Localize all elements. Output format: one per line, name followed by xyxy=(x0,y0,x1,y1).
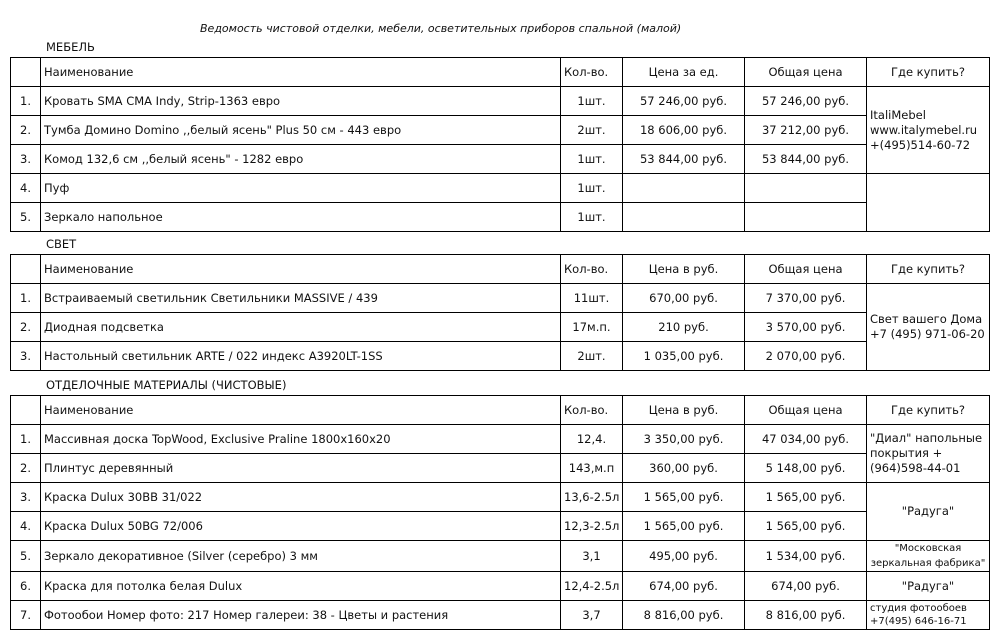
row-total: 1 565,00 руб. xyxy=(745,512,867,541)
header-qty: Кол-во. xyxy=(561,255,623,284)
row-price: 360,00 руб. xyxy=(623,454,745,483)
row-where: "Радуга" xyxy=(867,483,990,541)
row-num: 3. xyxy=(11,483,41,512)
row-qty: 11шт. xyxy=(561,284,623,313)
row-qty: 2шт. xyxy=(561,342,623,371)
header-price: Цена в руб. xyxy=(623,396,745,425)
header-price: Цена в руб. xyxy=(623,255,745,284)
row-price: 674,00 руб. xyxy=(623,572,745,601)
header-qty: Кол-во. xyxy=(561,58,623,87)
row-total: 5 148,00 руб. xyxy=(745,454,867,483)
row-total: 57 246,00 руб. xyxy=(745,87,867,116)
row-price xyxy=(623,174,745,203)
table-row xyxy=(11,116,990,145)
row-where: "Радуга" xyxy=(867,572,990,601)
table-row xyxy=(11,425,990,454)
row-total: 1 565,00 руб. xyxy=(745,483,867,512)
header-qty: Кол-во. xyxy=(561,396,623,425)
row-qty: 1шт. xyxy=(561,174,623,203)
table-row xyxy=(11,87,990,116)
row-total: 674,00 руб. xyxy=(745,572,867,601)
row-name: Краска Dulux 30BB 31/022 xyxy=(41,483,561,512)
row-name: Массивная доска TopWood, Exclusive Praline 1800х160х20 xyxy=(41,425,561,454)
row-where: ItaliMebel www.italymebel.ru +(495)514-60-72 xyxy=(867,87,990,174)
row-name: Встраиваемый светильник Светильники MASSIVE / 439 xyxy=(41,284,561,313)
row-qty: 2шт. xyxy=(561,116,623,145)
row-price: 1 565,00 руб. xyxy=(623,512,745,541)
row-num: 3. xyxy=(11,342,41,371)
row-qty: 3,7 xyxy=(561,601,623,630)
row-name: Диодная подсветка xyxy=(41,313,561,342)
table-row xyxy=(11,342,990,371)
row-price: 3 350,00 руб. xyxy=(623,425,745,454)
section-title-materials: ОТДЕЛОЧНЫЕ МАТЕРИАЛЫ (ЧИСТОВЫЕ) xyxy=(46,378,287,392)
row-name: Кровать SMA CMA Indy, Strip-1363 евро xyxy=(41,87,561,116)
furniture-table xyxy=(10,57,990,232)
table-row xyxy=(11,512,990,541)
row-name: Настольный светильник ARTE / 022 индекс A3920LT-1SS xyxy=(41,342,561,371)
row-price: 210 руб. xyxy=(623,313,745,342)
document-title: Ведомость чистовой отделки, мебели, осветительных приборов спальной (малой) xyxy=(200,22,682,35)
row-name: Зеркало декоративное (Silver (серебро) 3 мм xyxy=(41,541,561,572)
row-name: Тумба Домино Domino ,,белый ясень" Plus 50 см - 443 евро xyxy=(41,116,561,145)
table-row xyxy=(11,483,990,512)
header-where: Где купить? xyxy=(867,396,990,425)
row-num: 4. xyxy=(11,512,41,541)
row-num: 1. xyxy=(11,425,41,454)
table-header-row xyxy=(11,255,990,284)
row-num: 1. xyxy=(11,87,41,116)
row-name: Краска для потолка белая Dulux xyxy=(41,572,561,601)
row-total xyxy=(745,203,867,232)
row-where: студия фотообоев +7(495) 646-16-71 xyxy=(867,601,990,630)
table-row xyxy=(11,601,990,630)
row-name: Краска Dulux 50BG 72/006 xyxy=(41,512,561,541)
row-price: 670,00 руб. xyxy=(623,284,745,313)
row-qty: 12,3-2.5л xyxy=(561,512,623,541)
table-row xyxy=(11,284,990,313)
row-total: 2 070,00 руб. xyxy=(745,342,867,371)
row-where: "Московская зеркальная фабрика" xyxy=(867,541,990,572)
row-qty: 1шт. xyxy=(561,145,623,174)
row-total: 7 370,00 руб. xyxy=(745,284,867,313)
row-total: 3 570,00 руб. xyxy=(745,313,867,342)
table-row xyxy=(11,313,990,342)
table-row xyxy=(11,572,990,601)
row-total: 47 034,00 руб. xyxy=(745,425,867,454)
row-price: 8 816,00 руб. xyxy=(623,601,745,630)
row-total xyxy=(745,174,867,203)
section-title-light: СВЕТ xyxy=(46,237,77,251)
row-qty: 12,4. xyxy=(561,425,623,454)
row-num: 5. xyxy=(11,541,41,572)
row-num: 2. xyxy=(11,313,41,342)
row-where: "Диал" напольные покрытия +(964)598-44-01 xyxy=(867,425,990,483)
table-row xyxy=(11,203,990,232)
row-where-empty xyxy=(867,174,990,232)
row-total: 1 534,00 руб. xyxy=(745,541,867,572)
row-qty: 17м.п. xyxy=(561,313,623,342)
row-qty: 1шт. xyxy=(561,87,623,116)
row-price xyxy=(623,203,745,232)
row-name: Плинтус деревянный xyxy=(41,454,561,483)
row-price: 18 606,00 руб. xyxy=(623,116,745,145)
header-where: Где купить? xyxy=(867,255,990,284)
row-qty: 13,6-2.5л xyxy=(561,483,623,512)
table-row xyxy=(11,145,990,174)
light-table xyxy=(10,254,990,371)
row-num: 2. xyxy=(11,454,41,483)
row-price: 53 844,00 руб. xyxy=(623,145,745,174)
header-total: Общая цена xyxy=(745,255,867,284)
header-name: Наименование xyxy=(41,396,561,425)
header-where: Где купить? xyxy=(867,58,990,87)
row-total: 8 816,00 руб. xyxy=(745,601,867,630)
table-row xyxy=(11,454,990,483)
table-row xyxy=(11,174,990,203)
table-row xyxy=(11,541,990,572)
row-price: 1 565,00 руб. xyxy=(623,483,745,512)
row-num: 2. xyxy=(11,116,41,145)
header-name: Наименование xyxy=(41,255,561,284)
row-qty: 3,1 xyxy=(561,541,623,572)
row-num: 4. xyxy=(11,174,41,203)
row-total: 37 212,00 руб. xyxy=(745,116,867,145)
row-name: Комод 132,6 см ,,белый ясень" - 1282 евро xyxy=(41,145,561,174)
row-num: 7. xyxy=(11,601,41,630)
table-header-row xyxy=(11,58,990,87)
row-qty: 143,м.п xyxy=(561,454,623,483)
row-where: Свет вашего Дома +7 (495) 971-06-20 xyxy=(867,284,990,371)
row-qty: 12,4-2.5л xyxy=(561,572,623,601)
row-num: 6. xyxy=(11,572,41,601)
table-header-row xyxy=(11,396,990,425)
header-total: Общая цена xyxy=(745,58,867,87)
row-num: 3. xyxy=(11,145,41,174)
row-price: 57 246,00 руб. xyxy=(623,87,745,116)
row-name: Фотообои Номер фото: 217 Номер галереи: 38 - Цветы и растения xyxy=(41,601,561,630)
row-num: 1. xyxy=(11,284,41,313)
header-name: Наименование xyxy=(41,58,561,87)
header-num xyxy=(11,396,41,425)
section-title-furniture: МЕБЕЛЬ xyxy=(46,40,95,54)
header-num xyxy=(11,58,41,87)
row-qty: 1шт. xyxy=(561,203,623,232)
row-total: 53 844,00 руб. xyxy=(745,145,867,174)
row-num: 5. xyxy=(11,203,41,232)
header-total: Общая цена xyxy=(745,396,867,425)
row-name: Пуф xyxy=(41,174,561,203)
row-price: 1 035,00 руб. xyxy=(623,342,745,371)
row-name: Зеркало напольное xyxy=(41,203,561,232)
header-price: Цена за ед. xyxy=(623,58,745,87)
header-num xyxy=(11,255,41,284)
materials-table xyxy=(10,395,990,630)
row-price: 495,00 руб. xyxy=(623,541,745,572)
